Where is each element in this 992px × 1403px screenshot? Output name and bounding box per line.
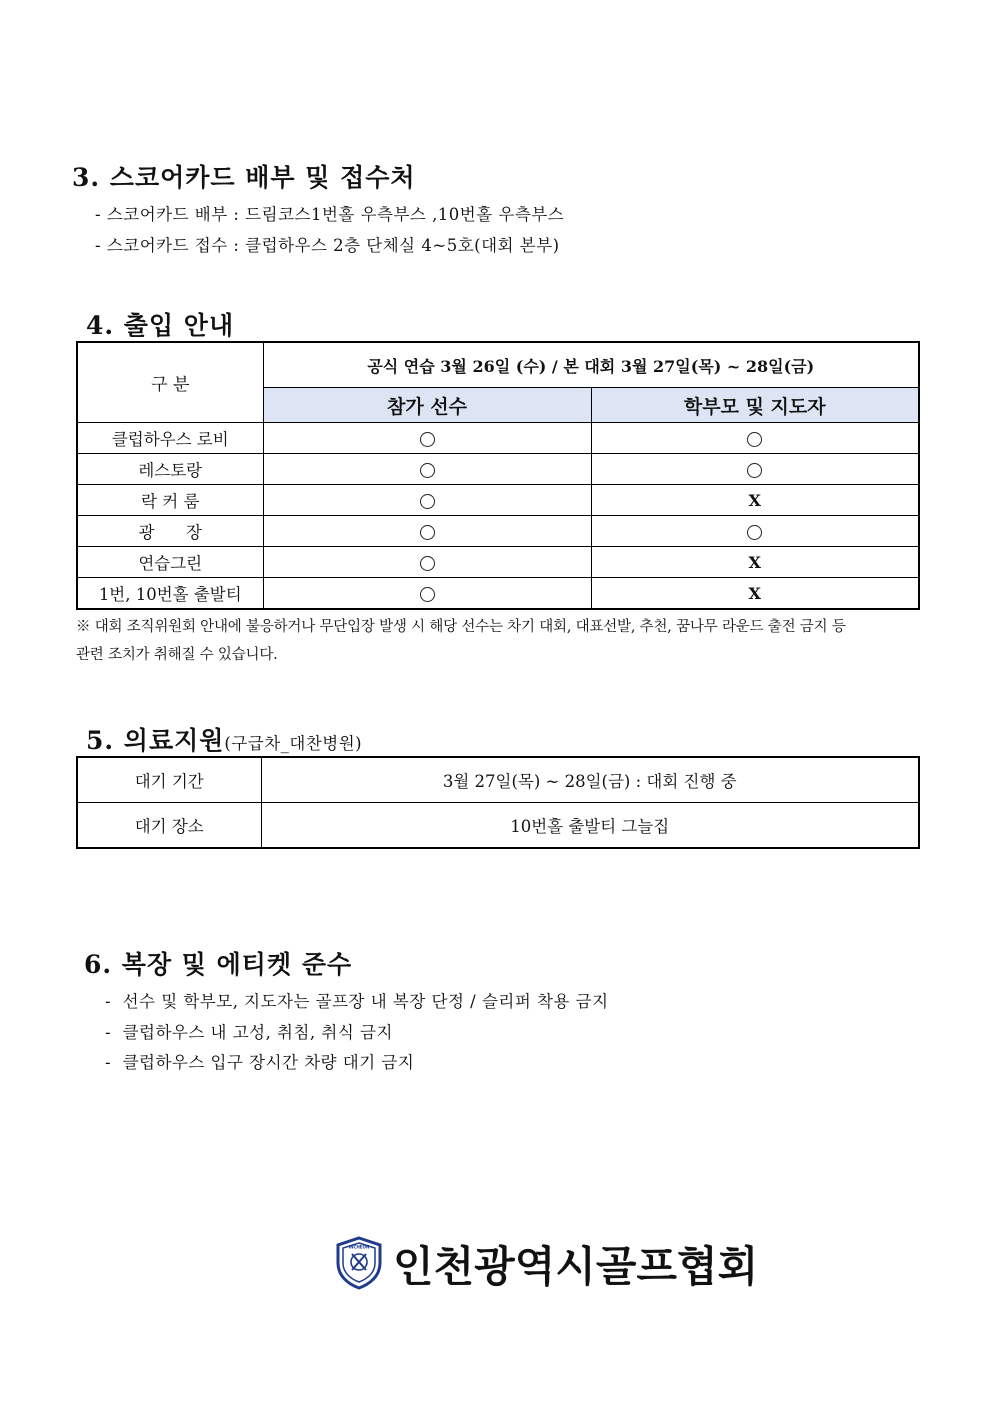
section6-item-attire: - 선수 및 학부모, 지도자는 골프장 내 복장 단정 / 슬리퍼 착용 금지 [105,992,609,1011]
circle-icon [747,432,762,447]
circle-icon [420,556,435,571]
access-note-line1: ※ 대회 조직위원회 안내에 불응하거나 무단입장 발생 시 해당 선수는 차기 대회, 대표선발, 추천, 꿈나무 라운드 출전 금지 등 [76,619,846,635]
medical-table [76,756,920,849]
player-mark [263,547,591,578]
col-header-parent: 학부모 및 지도자 [591,388,919,423]
table-period-header: 공식 연습 3월 26일 (수) / 본 대회 3월 27일(목) ~ 28일(금) [263,342,919,388]
row-label: 1번, 10번홀 출발티 [77,578,263,610]
association-name: 인천광역시골프협회 [393,1242,759,1291]
table-row [77,757,919,803]
table-row [77,547,919,578]
golf-emblem-icon [334,1236,384,1290]
svg-text:INCHEON: INCHEON [348,1244,370,1250]
parent-mark [591,454,919,485]
section6-item-parking: - 클럽하우스 입구 장시간 차량 대기 금지 [105,1053,415,1072]
table-row [77,454,919,485]
section3-item-distribution: - 스코어카드 배부 : 드림코스1번홀 우측부스 ,10번홀 우측부스 [95,205,565,224]
row-label: 레스토랑 [77,454,263,485]
circle-icon [420,432,435,447]
association-emblem [334,1236,384,1294]
section4-title: 4. 출입 안내 [86,311,235,340]
table-row [77,516,919,547]
standby-location-value: 10번홀 출발티 그늘집 [261,803,919,849]
circle-icon [420,525,435,540]
circle-icon [420,463,435,478]
section6-title: 6. 복장 및 에티켓 준수 [84,950,353,979]
row-label: 광 장 [77,516,263,547]
circle-icon [747,525,762,540]
player-mark [263,454,591,485]
standby-period-value: 3월 27일(목) ~ 28일(금) : 대회 진행 중 [261,757,919,803]
section6-item-noise: - 클럽하우스 내 고성, 취침, 취식 금지 [105,1023,393,1042]
parent-mark [591,516,919,547]
parent-mark: X [591,578,919,610]
circle-icon [420,494,435,509]
parent-mark: X [591,547,919,578]
col-header-player: 참가 선수 [263,388,591,423]
parent-mark: X [591,485,919,516]
section3-item-submission: - 스코어카드 접수 : 클럽하우스 2층 단체실 4~5호(대회 본부) [95,236,560,255]
player-mark [263,485,591,516]
standby-period-label: 대기 기간 [77,757,261,803]
table-row [77,423,919,454]
section5-subtitle: (구급차_대찬병원) [224,734,363,753]
table-corner-label: 구 분 [77,342,263,423]
access-table [76,341,920,610]
row-label: 연습그린 [77,547,263,578]
row-label: 클럽하우스 로비 [77,423,263,454]
circle-icon [420,587,435,602]
standby-location-label: 대기 장소 [77,803,261,849]
section5-title: 5. 의료지원 [86,726,225,755]
access-note-line2: 관련 조치가 취해질 수 있습니다. [76,647,278,663]
table-row [77,803,919,849]
access-note [76,613,936,669]
player-mark [263,516,591,547]
table-row [77,578,919,610]
parent-mark [591,423,919,454]
player-mark [263,578,591,610]
circle-icon [747,463,762,478]
row-label: 락 커 룸 [77,485,263,516]
player-mark [263,423,591,454]
section3-title: 3. 스코어카드 배부 및 접수처 [72,163,416,192]
section5-heading [86,721,362,757]
table-row [77,485,919,516]
